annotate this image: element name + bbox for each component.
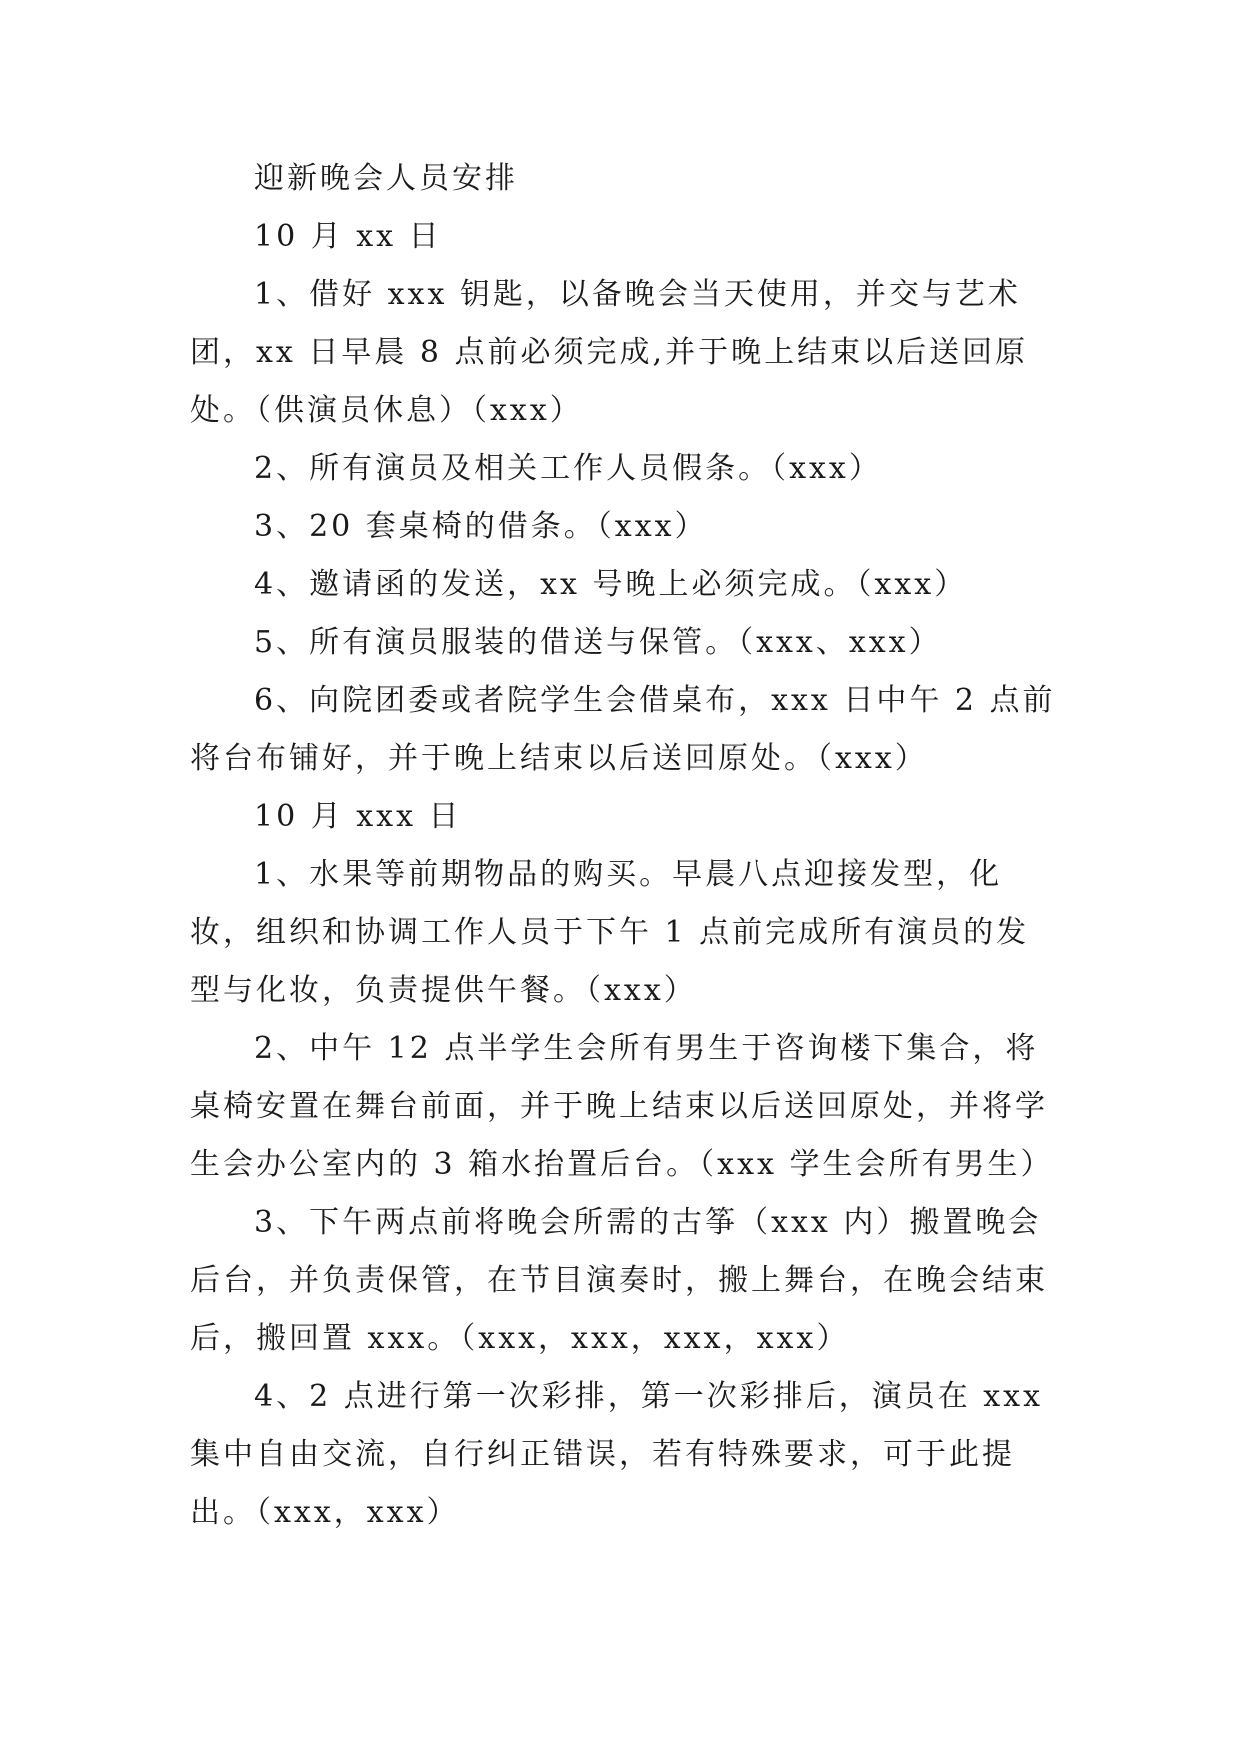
document-title: 迎新晚会人员安排 bbox=[254, 161, 518, 196]
task-item: 6、向院团委或者院学生会借桌布，xxx 日中午 2 点前将台布铺好，并于晚上结束以后送回原处。（xxx） bbox=[190, 683, 1056, 776]
task-item: 3、20 套桌椅的借条。（xxx） bbox=[254, 509, 708, 544]
task-item: 4、邀请函的发送，xx 号晚上必须完成。（xxx） bbox=[254, 567, 968, 602]
task-item: 3、下午两点前将晚会所需的古筝（xxx 内）搬置晚会后台，并负责保管，在节目演奏时，搬上舞台，在晚会结束后，搬回置 xxx。（xxx，xxx，xxx，xxx） bbox=[190, 1205, 1048, 1356]
section-date-1: 10 月 xx 日 bbox=[254, 219, 442, 254]
document-body bbox=[190, 150, 1060, 1542]
task-item: 4、2 点进行第一次彩排，第一次彩排后，演员在 xxx 集中自由交流，自行纠正错误，若有特殊要求，可于此提出。（xxx，xxx） bbox=[190, 1379, 1044, 1530]
task-item: 1、借好 xxx 钥匙，以备晚会当天使用，并交与艺术团，xx 日早晨 8 点前必须完成,并于晚上结束以后送回原处。（供演员休息）（xxx） bbox=[190, 277, 1029, 428]
task-item: 1、水果等前期物品的购买。早晨八点迎接发型，化妆，组织和协调工作人员于下午 1 点前完成所有演员的发型与化妆，负责提供午餐。（xxx） bbox=[190, 857, 1030, 1008]
task-item: 2、所有演员及相关工作人员假条。（xxx） bbox=[254, 451, 882, 486]
section-date-2: 10 月 xxx 日 bbox=[254, 799, 462, 834]
task-item: 2、中午 12 点半学生会所有男生于咨询楼下集合，将桌椅安置在舞台前面，并于晚上结束以后送回原处，并将学生会办公室内的 3 箱水抬置后台。（xxx 学生会所有男生） bbox=[190, 1031, 1054, 1182]
task-item: 5、所有演员服装的借送与保管。（xxx、xxx） bbox=[254, 625, 942, 660]
